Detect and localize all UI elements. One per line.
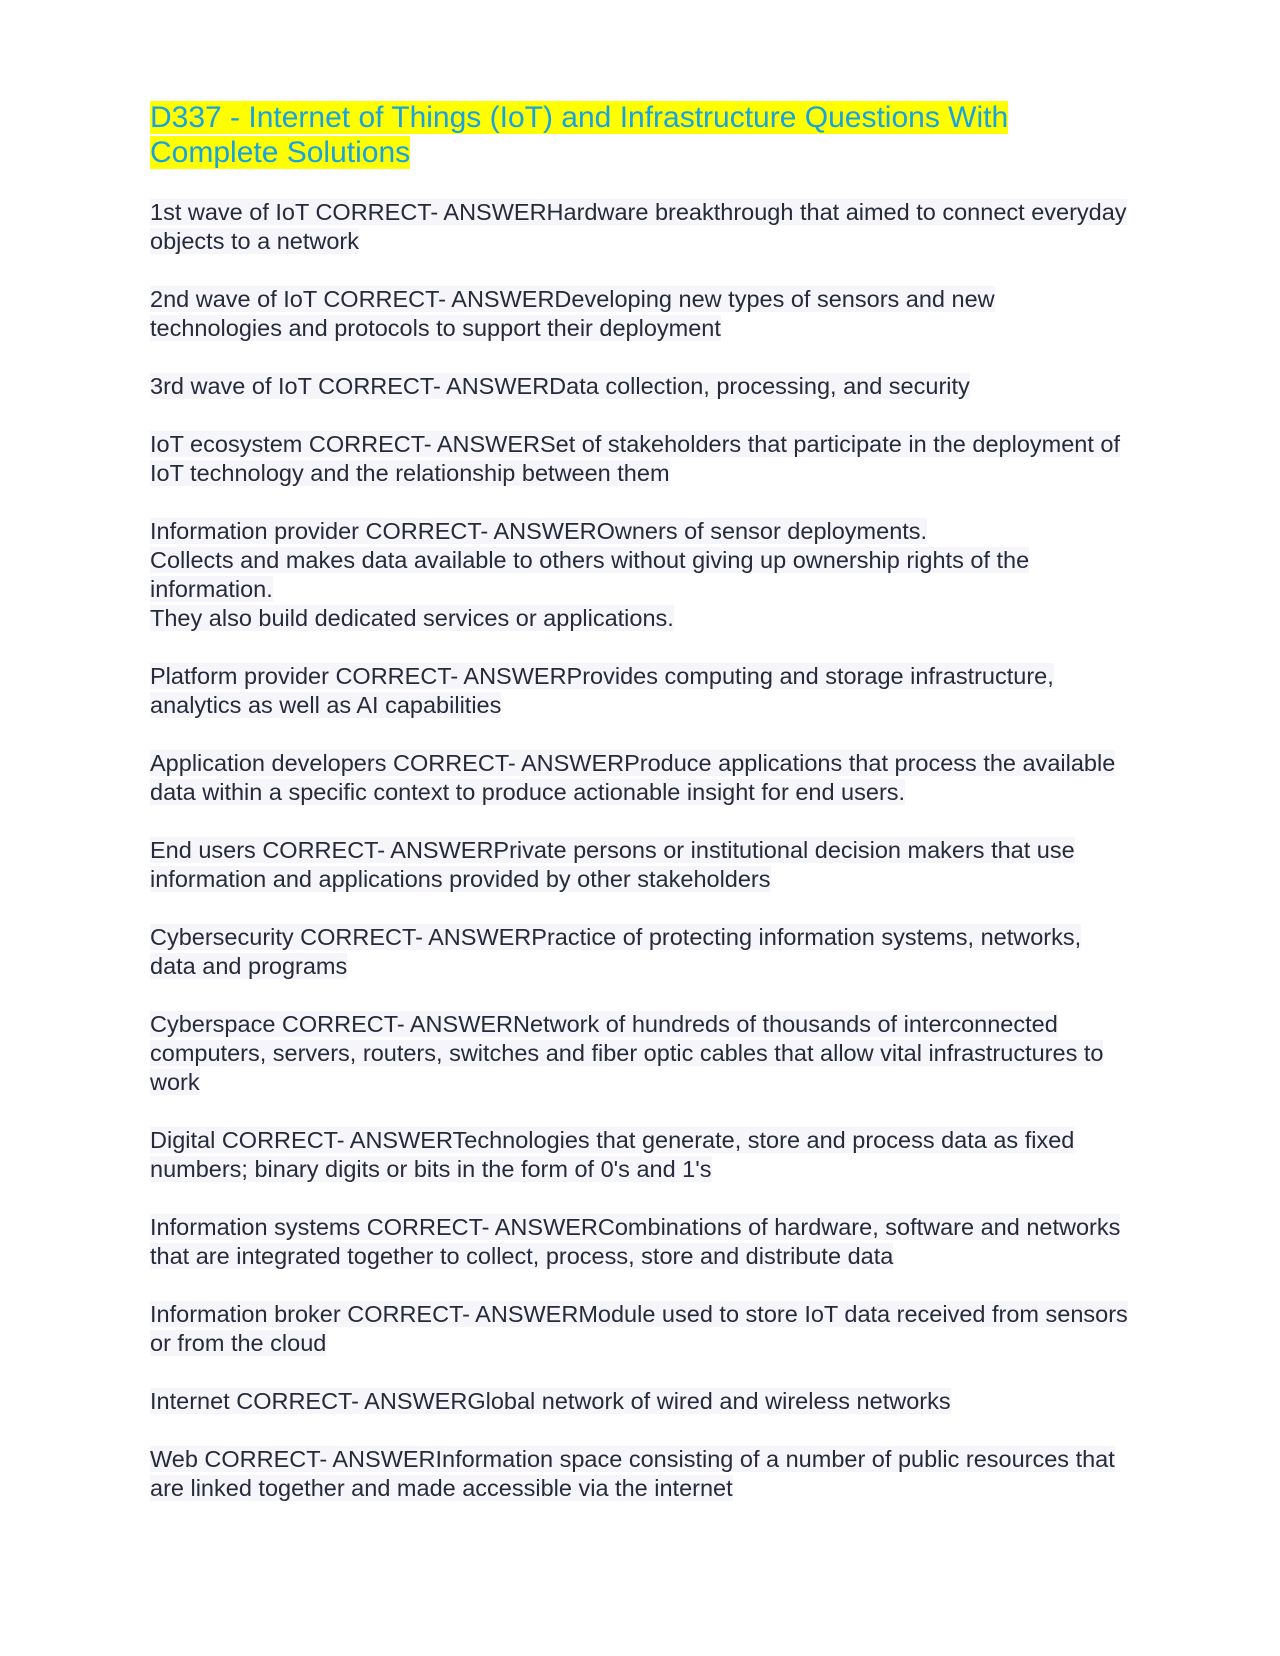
qa-entry [150,1387,1130,1416]
qa-entry-line [150,1445,1130,1503]
qa-entry [150,198,1130,256]
qa-entry-text: Cyberspace CORRECT- ANSWERNetwork of hundreds of thousands of interconnected computers, servers, routers, switches and fiber optic cables that allow vital infrastructures to work [150,1011,1104,1095]
qa-entry-line [150,285,1130,343]
qa-entry-line [150,604,1130,633]
qa-entry-line [150,662,1130,720]
qa-entry [150,1445,1130,1503]
qa-entry-text: They also build dedicated services or applications. [150,605,674,631]
qa-entry-line [150,1387,1130,1416]
qa-entry-text: 3rd wave of IoT CORRECT- ANSWERData collection, processing, and security [150,373,970,399]
document-page [150,100,1130,1532]
qa-entry [150,923,1130,981]
qa-entry [150,285,1130,343]
qa-entry-text: Information broker CORRECT- ANSWERModule used to store IoT data received from sensors or from the cloud [150,1301,1128,1356]
qa-entry-line [150,1010,1130,1097]
qa-entry-line [150,517,1130,546]
qa-entry-text: Platform provider CORRECT- ANSWERProvides computing and storage infrastructure, analytics as well as AI capabilities [150,663,1054,718]
qa-entry-line [150,749,1130,807]
qa-entry-text: Digital CORRECT- ANSWERTechnologies that generate, store and process data as fixed numbers; binary digits or bits in the form of 0's and 1's [150,1127,1075,1182]
qa-entry-text: Application developers CORRECT- ANSWERProduce applications that process the available data within a specific context to produce actionable insight for end users. [150,750,1116,805]
qa-entry-text: 1st wave of IoT CORRECT- ANSWERHardware breakthrough that aimed to connect everyday objects to a network [150,199,1127,254]
qa-entry-line [150,1213,1130,1271]
qa-entry-text: 2nd wave of IoT CORRECT- ANSWERDeveloping new types of sensors and new technologies and protocols to support their deployment [150,286,995,341]
qa-entry [150,517,1130,633]
qa-entry [150,749,1130,807]
qa-entry-line [150,923,1130,981]
qa-entry [150,1010,1130,1097]
qa-entry [150,1213,1130,1271]
qa-entry [150,1300,1130,1358]
qa-entry [150,430,1130,488]
qa-entry-text: Information systems CORRECT- ANSWERCombinations of hardware, software and networks that are integrated together to collect, process, store and distribute data [150,1214,1121,1269]
qa-entry-line [150,836,1130,894]
qa-entry-line [150,430,1130,488]
qa-entry-text: Web CORRECT- ANSWERInformation space consisting of a number of public resources that are linked together and made accessible via the internet [150,1446,1115,1501]
qa-entry-text: Cybersecurity CORRECT- ANSWERPractice of protecting information systems, networks, data and programs [150,924,1082,979]
qa-entry-line [150,1126,1130,1184]
qa-entry-text: IoT ecosystem CORRECT- ANSWERSet of stakeholders that participate in the deployment of IoT technology and the relationship between them [150,431,1121,486]
document-title-text: D337 - Internet of Things (IoT) and Infrastructure Questions With Complete Solutions [150,101,1009,169]
entries-list [150,198,1130,1503]
qa-entry-text: End users CORRECT- ANSWERPrivate persons or institutional decision makers that use information and applications provided by other stakeholders [150,837,1075,892]
qa-entry [150,836,1130,894]
qa-entry-line [150,546,1130,604]
qa-entry [150,662,1130,720]
qa-entry [150,1126,1130,1184]
document-title [150,100,1130,170]
qa-entry-line [150,372,1130,401]
qa-entry-text: Collects and makes data available to others without giving up ownership rights of the information. [150,547,1030,602]
qa-entry [150,372,1130,401]
qa-entry-line [150,1300,1130,1358]
qa-entry-text: Information provider CORRECT- ANSWEROwners of sensor deployments. [150,518,928,544]
qa-entry-line [150,198,1130,256]
qa-entry-text: Internet CORRECT- ANSWERGlobal network of wired and wireless networks [150,1388,951,1414]
